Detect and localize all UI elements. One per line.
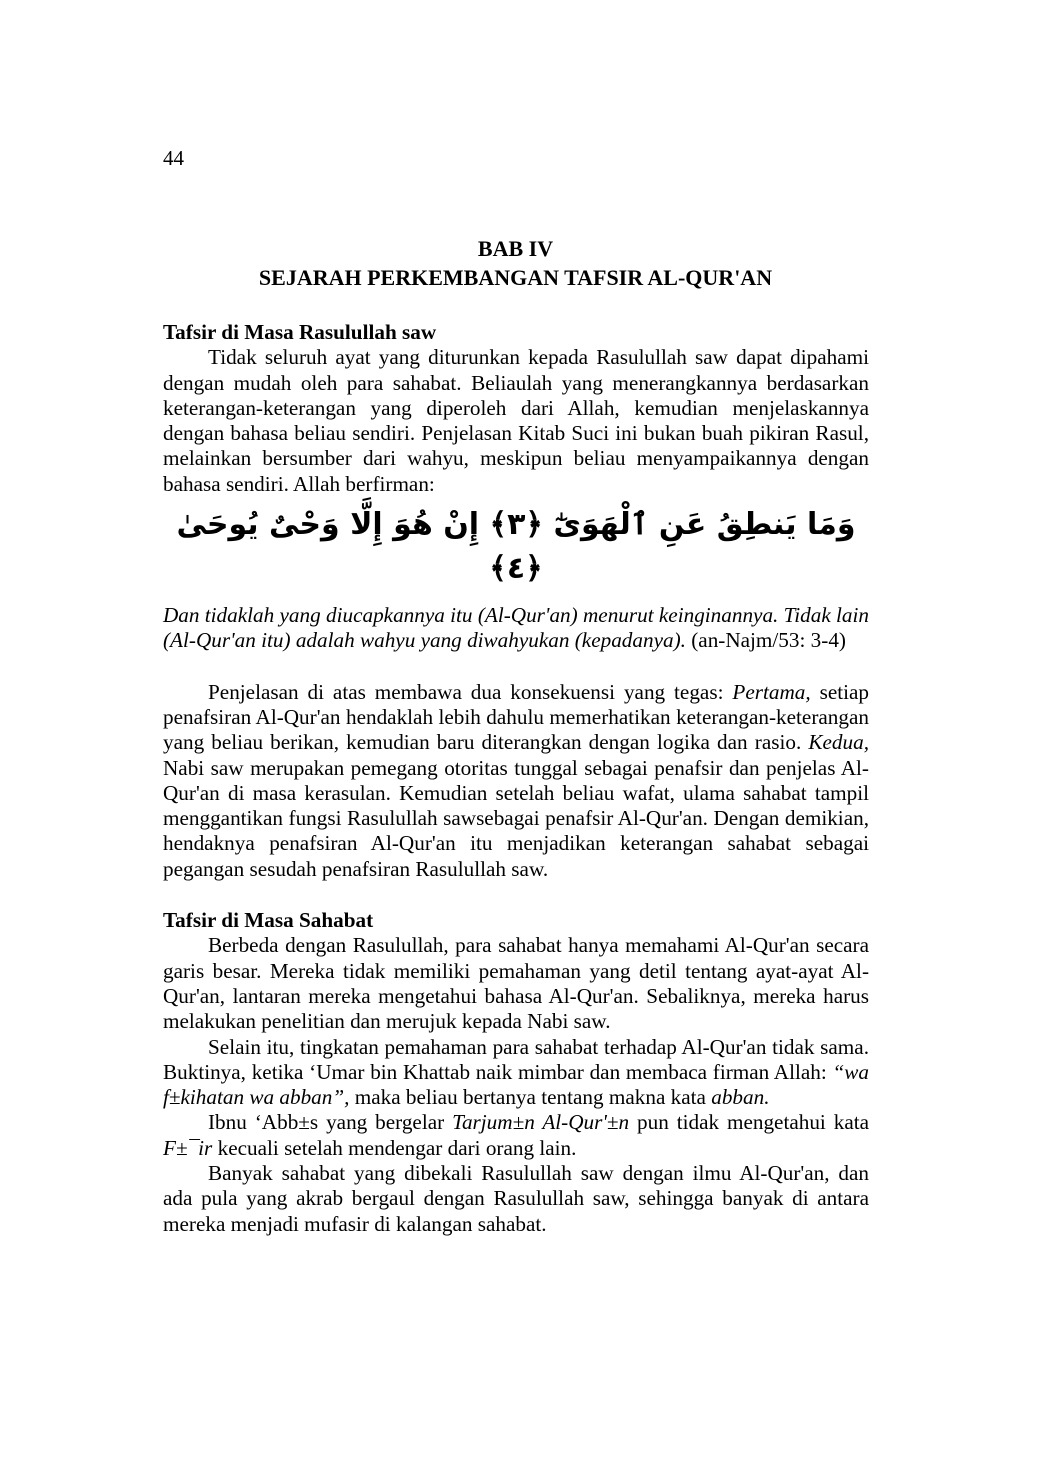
paragraph (163, 1035, 869, 1111)
verse-translation (163, 603, 869, 654)
paragraph: Berbeda dengan Rasulullah, para sahabat hanya memahami Al-Qur'an secara garis besar. Mereka tidak memiliki pemahaman yang detil tentang ayat-ayat Al-Qur'an, lantaran mereka mengetahui bahasa Al-Qur'an. Sebaliknya, mereka harus melakukan penelitian dan merujuk kepada Nabi saw. (163, 933, 869, 1034)
chapter-title: SEJARAH PERKEMBANGAN TAFSIR AL-QUR'AN (258, 265, 773, 290)
emphasis-tarjuman: Tarjum±n Al-Qur'±n (452, 1110, 630, 1135)
verse-reference: (an-Najm/53: 3-4) (691, 628, 846, 653)
emphasis-fatir: F±¯ir (163, 1135, 213, 1160)
paragraph (163, 1110, 869, 1161)
paragraph: Tidak seluruh ayat yang diturunkan kepada Rasulullah saw dapat dipahami dengan mudah oleh para sahabat. Beliaulah yang menerangkannya berdasarkan keterangan-keterangan yang diperoleh dari Allah, kemudian menjelaskannya dengan bahasa beliau sendiri. Penjelasan Kitab Suci ini bukan buah pikiran Rasul, melainkan bersumber dari wahyu, meskipun beliau menyampaikannya dengan bahasa sendiri. Allah berfirman: (163, 345, 869, 496)
paragraph (163, 680, 869, 882)
section-heading-sahabat: Tafsir di Masa Sahabat (163, 908, 374, 933)
text-run: Selain itu, tingkatan pemahaman para sahabat terhadap Al-Qur'an tidak sama. Buktinya, ketika ‘Umar bin Khattab naik mimbar dan membaca firman Allah: (163, 1034, 869, 1084)
chapter-heading (163, 234, 868, 292)
paragraph: Banyak sahabat yang dibekali Rasulullah saw dengan ilmu Al-Qur'an, dan ada pula yang akrab bergaul dengan Rasulullah saw, sehingga banyak di antara mereka menjadi mufasir di kalangan sahabat. (163, 1161, 869, 1236)
text-run: setiap penafsiran Al-Qur'an hendaklah lebih dahulu memerhatikan keterangan-keterangan yang beliau berikan, kemudian baru diterangkan dengan logika dan rasio. (163, 679, 869, 755)
emphasis-kedua: Kedua, (808, 730, 869, 755)
emphasis-abban: abban. (711, 1085, 770, 1110)
text-run: Ibnu ‘Abb±s yang bergelar (208, 1110, 445, 1135)
text-run: Penjelasan di atas membawa dua konsekuensi yang tegas: (208, 679, 724, 704)
section-heading-rasulullah: Tafsir di Masa Rasulullah saw (163, 320, 437, 344)
text-run: pun tidak mengetahui kata (637, 1110, 870, 1135)
page-number: 44 (163, 146, 184, 170)
quran-verse: وَمَا يَنطِقُ عَنِ ٱلْهَوَىٰٓ ﴿٣﴾ إِنْ هُوَ إِلَّا وَحْىٌ يُوحَىٰ ﴿٤﴾ (176, 507, 856, 587)
page-body (163, 320, 869, 1237)
text-run: Nabi saw merupakan pemegang otoritas tunggal sebagai penafsir dan penjelas Al-Qur'an di masa kerasulan. Kemudian setelah beliau wafat, ulama sahabat tampil menggantikan fungsi Rasulullah sawsebagai penafsir Al-Qur'an. Dengan demikian, hendaknya penafsiran Al-Qur'an itu menjadikan keterangan sahabat sebagai pegangan sesudah penafsiran Rasulullah saw. (163, 755, 869, 881)
translation-text: Dan tidaklah yang diucapkannya itu (Al-Qur'an) menurut keinginannya. Tidak lain (Al-Qur'an itu) adalah wahyu yang diwahyukan (kepadanya). (163, 603, 869, 653)
emphasis-pertama: Pertama, (732, 679, 811, 704)
text-run: kecuali setelah mendengar dari orang lain. (217, 1135, 577, 1160)
text-run: maka beliau bertanya tentang makna kata (354, 1085, 706, 1110)
emphasis-quote: “wa f±kihatan wa abban”, (163, 1059, 869, 1110)
chapter-number: BAB IV (477, 236, 554, 261)
